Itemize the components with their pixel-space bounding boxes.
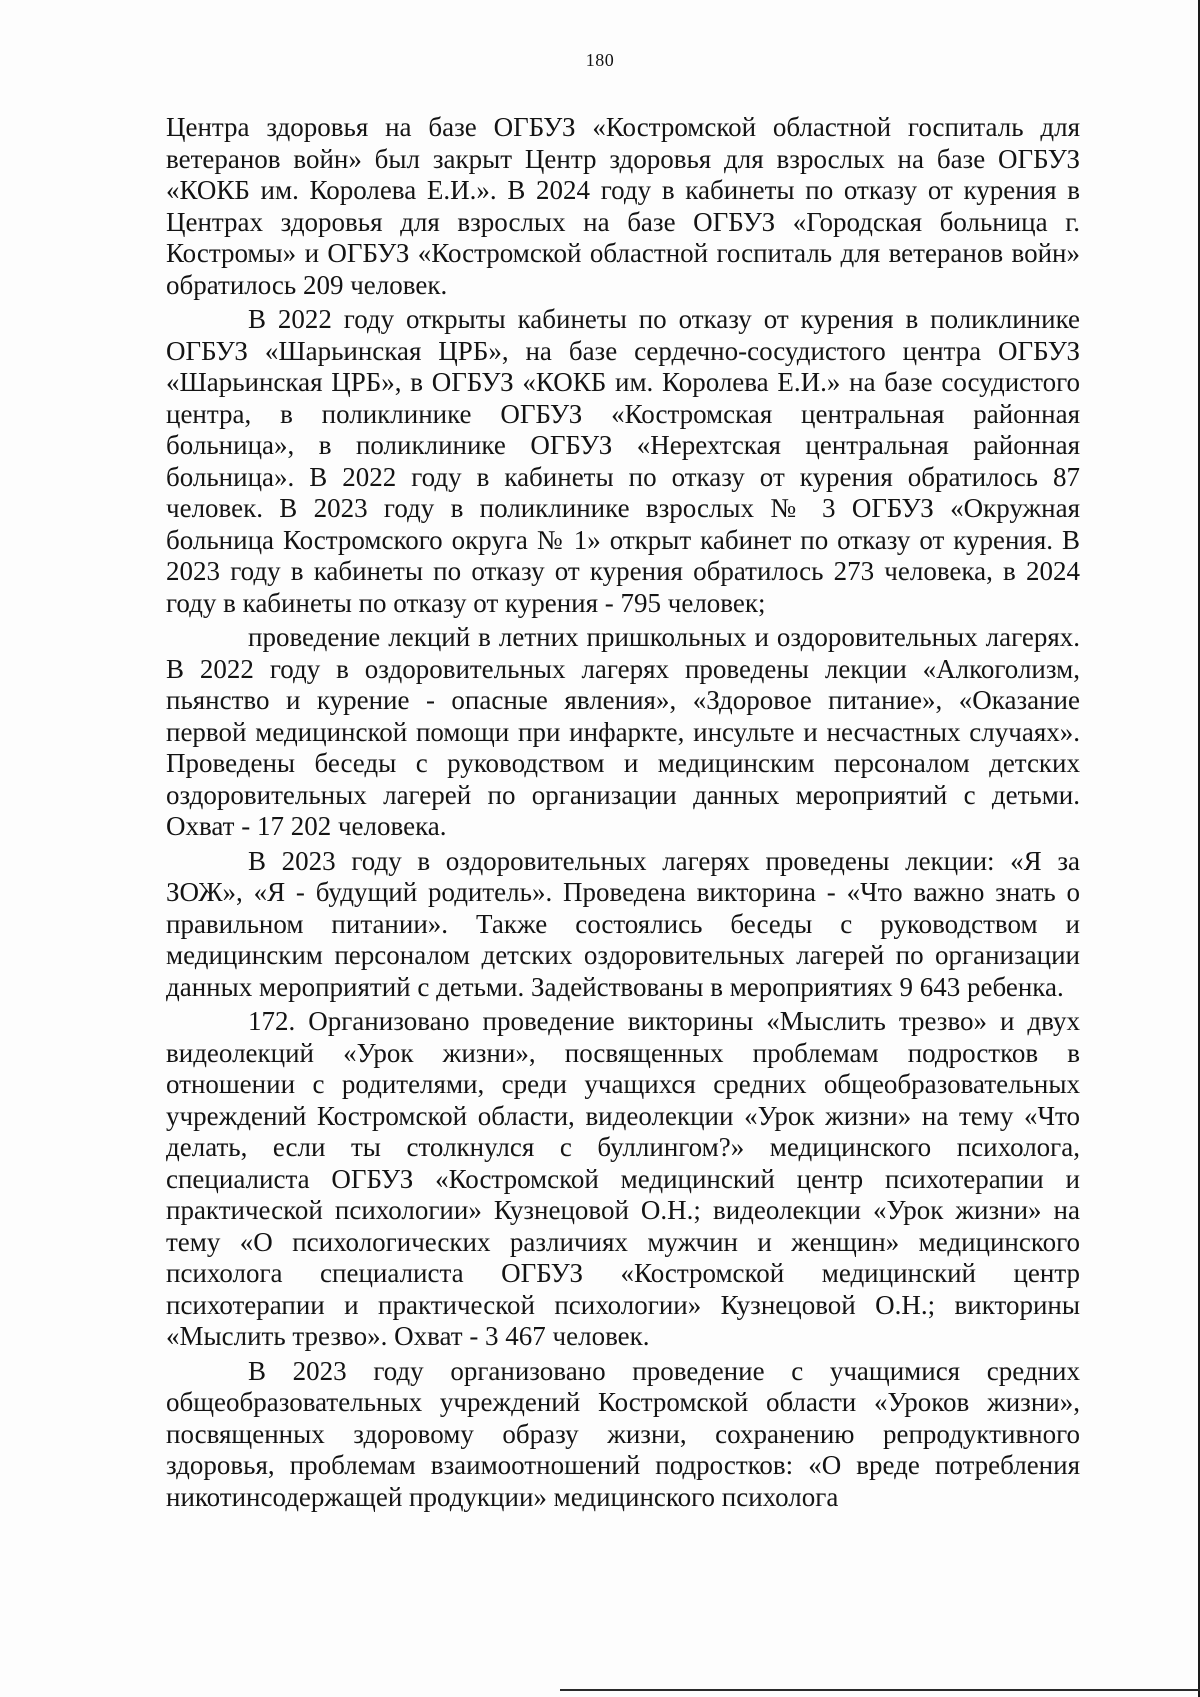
- page-number: 180: [585, 50, 615, 70]
- document-body: [166, 112, 1080, 1516]
- paragraph-item-172: 172. Организовано проведение викторины «Мыслить трезво» и двух видеолекций «Урок жизни», посвященных проблемам подростков в отношении с родителями, среди учащихся средних общеобразовательных учреждений Костромской области, видеолекции «Урок жизни» на тему «Что делать, если ты столкнулся с буллингом?» медицинского психолога, специалиста ОГБУЗ «Костромской медицинский центр психотерапии и практической психологии» Кузнецовой О.Н.; видеолекции «Урок жизни» на тему «О психологических различиях мужчин и женщин» медицинского психолога специалиста ОГБУЗ «Костромской медицинский центр психотерапии и практической психологии» Кузнецовой О.Н.; викторины «Мыслить трезво». Охват - 3 467 человек.: [166, 1006, 1080, 1351]
- paragraph-camp-lectures-2023: В 2023 году в оздоровительных лагерях проведены лекции: «Я за ЗОЖ», «Я - будущий родитель». Проведена викторина - «Что важно знать о правильном питании». Также состоялись беседы с руководством и медицинским персоналом детских оздоровительных лагерей по организации данных мероприятий с детьми. Задействованы в мероприятиях 9 643 ребенка.: [166, 845, 1080, 1002]
- paragraph-health-centers: Центра здоровья на базе ОГБУЗ «Костромской областной госпиталь для ветеранов войн» был закрыт Центр здоровья для взрослых на базе ОГБУЗ «КОКБ им. Королева Е.И.». В 2024 году в кабинеты по отказу от курения в Центрах здоровья для взрослых на базе ОГБУЗ «Городская больница г. Костромы» и ОГБУЗ «Костромской областной госпиталь для ветеранов войн» обратилось 209 человек.: [166, 112, 1080, 300]
- paragraph-camp-lectures: проведение лекций в летних пришкольных и оздоровительных лагерях. В 2022 году в оздоровительных лагерях проведены лекции «Алкоголизм, пьянство и курение - опасные явления», «Здоровое питание», «Оказание первой медицинской помощи при инфаркте, инсульте и несчастных случаях». Проведены беседы с руководством и медицинским персоналом детских оздоровительных лагерей по организации данных мероприятий с детьми. Охват - 17 202 человека.: [166, 622, 1080, 841]
- paragraph-smoking-cabinets: В 2022 году открыты кабинеты по отказу от курения в поликлинике ОГБУЗ «Шарьинская ЦРБ», на базе сердечно-сосудистого центра ОГБУЗ «Шарьинская ЦРБ», в ОГБУЗ «КОКБ им. Королева Е.И.» на базе сосудистого центра, в поликлинике ОГБУЗ «Костромская центральная районная больница», в поликлинике ОГБУЗ «Нерехтская центральная районная больница». В 2022 году в кабинеты по отказу от курения обратилось 87 человек. В 2023 году в поликлинике взрослых № 3 ОГБУЗ «Окружная больница Костромского округа № 1» открыт кабинет по отказу от курения. В 2023 году в кабинеты по отказу от курения обратилось 273 человека, в 2024 году в кабинеты по отказу от курения - 795 человек;: [166, 304, 1080, 618]
- paragraph-life-lessons-2023: В 2023 году организовано проведение с учащимися средних общеобразовательных учреждений Костромской области «Уроков жизни», посвященных здоровому образу жизни, сохранению репродуктивного здоровья, проблемам взаимоотношений подростков: «О вреде потребления никотинсодержащей продукции» медицинского психолога: [166, 1355, 1080, 1512]
- scan-edge-bottom: [560, 1689, 1200, 1691]
